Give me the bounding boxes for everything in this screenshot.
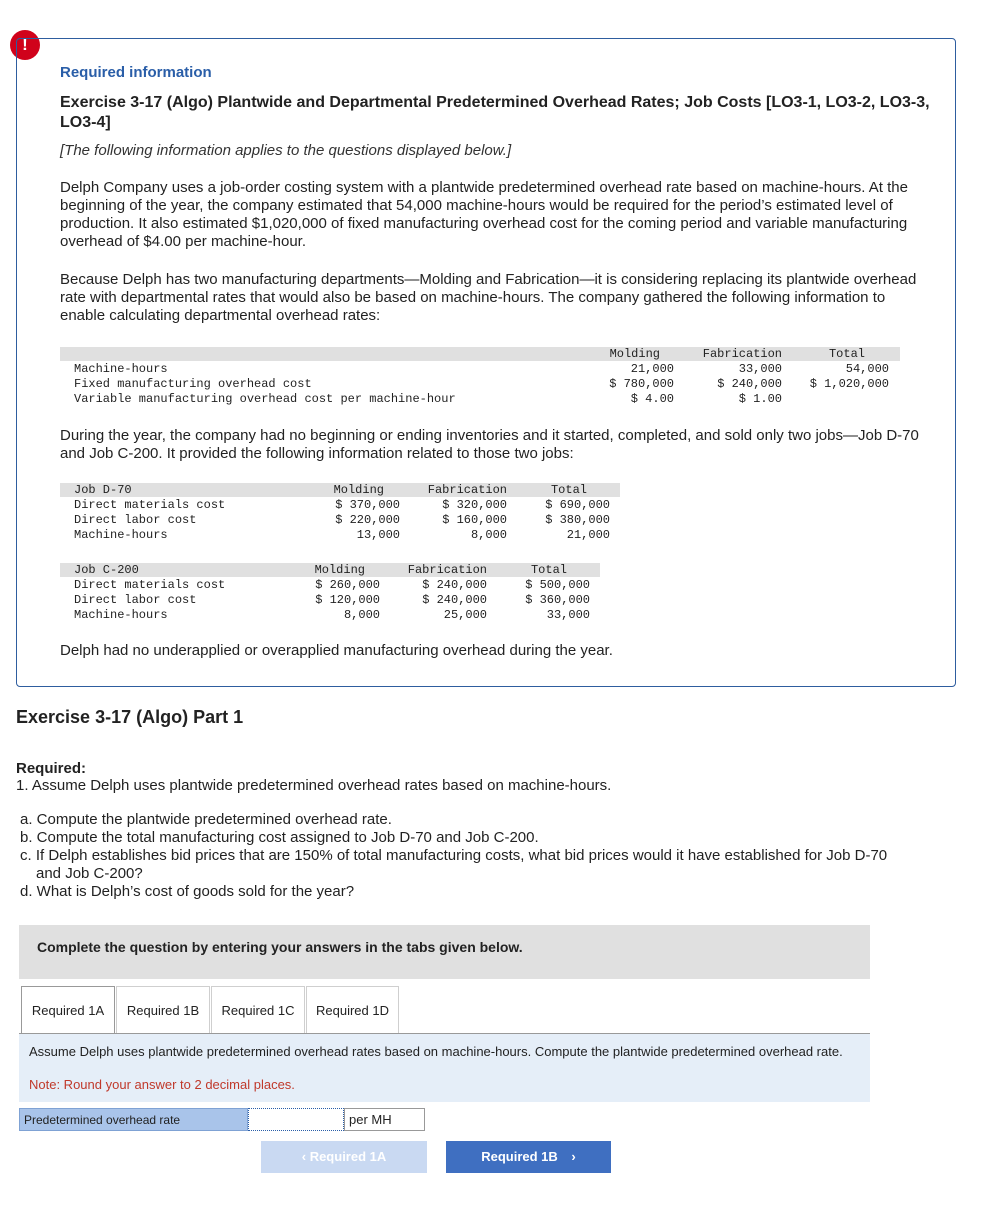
table-cell: $ 240,000 bbox=[717, 377, 782, 391]
tab-required-1c[interactable]: Required 1C bbox=[211, 986, 305, 1034]
required-heading: Required: bbox=[16, 760, 87, 777]
row-label: Direct materials cost bbox=[74, 578, 226, 592]
requirement-1: 1. Assume Delph uses plantwide predetermined overhead rates based on machine-hours. bbox=[16, 777, 612, 794]
table-cell: $ 370,000 bbox=[335, 498, 400, 512]
table-title: Job D-70 bbox=[74, 483, 132, 497]
table-cell: $ 260,000 bbox=[315, 578, 380, 592]
table-cell: 13,000 bbox=[356, 528, 400, 542]
alert-icon: ! bbox=[10, 30, 40, 60]
table-cell: $ 320,000 bbox=[442, 498, 507, 512]
column-header: Fabrication bbox=[407, 563, 487, 577]
column-header: Fabrication bbox=[702, 347, 782, 361]
part-title: Exercise 3-17 (Algo) Part 1 bbox=[16, 707, 244, 727]
required-information-heading: Required information bbox=[60, 64, 212, 81]
row-label: Direct labor cost bbox=[74, 593, 197, 607]
paragraph-overhead-note: Delph had no underapplied or overapplied manufacturing overhead during the year. bbox=[60, 642, 613, 659]
table-cell: 54,000 bbox=[845, 362, 889, 376]
applies-note: [The following information applies to the questions displayed below.] bbox=[60, 142, 512, 159]
column-header: Total bbox=[530, 563, 567, 577]
table-cell: $ 1,020,000 bbox=[809, 377, 889, 391]
table-cell: $ 240,000 bbox=[422, 593, 487, 607]
instruction-text: Assume Delph uses plantwide predetermined overhead rates based on machine-hours. Compute the plantwide predetermined overhead rate. bbox=[29, 1044, 843, 1059]
table-cell: $ 240,000 bbox=[422, 578, 487, 592]
paragraph-departments: Because Delph has two manufacturing departments—Molding and Fabrication—it is considering replacing its plantwide overhead rate with departmental rates that would also be based on machine-hours. The company gathered the following information to enable calculating departmental overhead rates: bbox=[60, 271, 917, 324]
requirement-item-c: c. If Delph establishes bid prices that are 150% of total manufacturing costs, what bid prices would it have established for Job D-70 bbox=[20, 847, 888, 864]
paragraph-intro: Delph Company uses a job-order costing system with a plantwide predetermined overhead rate based on machine-hours. At the beginning of the year, the company estimated that 54,000 machine-hours would be required for the period’s estimated level of production. It also estimated $1,020,000 of fixed manufacturing overhead cost for the coming period and variable manufacturing overhead of $4.00 per machine-hour. bbox=[60, 179, 908, 250]
answer-label: Predetermined overhead rate bbox=[19, 1108, 248, 1131]
chevron-right-icon: › bbox=[571, 1149, 576, 1164]
table-cell: $ 690,000 bbox=[545, 498, 610, 512]
row-label: Direct materials cost bbox=[74, 498, 226, 512]
table-cell: $ 380,000 bbox=[545, 513, 610, 527]
column-header: Fabrication bbox=[427, 483, 507, 497]
table-cell: $ 500,000 bbox=[525, 578, 590, 592]
row-label: Machine-hours bbox=[74, 528, 168, 542]
table-cell: 33,000 bbox=[546, 608, 590, 622]
instruction-box bbox=[19, 1034, 870, 1102]
table-cell: 21,000 bbox=[566, 528, 610, 542]
table-cell: $ 120,000 bbox=[315, 593, 380, 607]
column-header: Molding bbox=[609, 347, 660, 361]
table-title: Job C-200 bbox=[74, 563, 139, 577]
row-label: Fixed manufacturing overhead cost bbox=[74, 377, 312, 391]
tab-required-1d[interactable]: Required 1D bbox=[306, 986, 399, 1034]
table-cell: 8,000 bbox=[470, 528, 507, 542]
table-cell: 21,000 bbox=[630, 362, 674, 376]
table-cell: 25,000 bbox=[443, 608, 487, 622]
table-cell: 33,000 bbox=[738, 362, 782, 376]
row-label: Machine-hours bbox=[74, 362, 168, 376]
table-cell: $ 780,000 bbox=[609, 377, 674, 391]
complete-prompt-box bbox=[19, 925, 870, 979]
instruction-note: Note: Round your answer to 2 decimal places. bbox=[29, 1077, 295, 1092]
table-cell: $ 4.00 bbox=[630, 392, 674, 406]
column-header: Molding bbox=[314, 563, 365, 577]
table-cell: $ 360,000 bbox=[525, 593, 590, 607]
overhead-rate-input[interactable] bbox=[248, 1108, 344, 1131]
complete-prompt: Complete the question by entering your answers in the tabs given below. bbox=[37, 939, 523, 955]
row-label: Direct labor cost bbox=[74, 513, 197, 527]
previous-button-label: Required 1A bbox=[309, 1149, 387, 1164]
previous-button[interactable] bbox=[261, 1141, 427, 1173]
next-button-label: Required 1B bbox=[481, 1149, 558, 1164]
table-cell: $ 1.00 bbox=[738, 392, 782, 406]
exercise-title: Exercise 3-17 (Algo) Plantwide and Departmental Predetermined Overhead Rates; Job Costs [LO3-1, LO3-2, LO3-3, LO3-4] bbox=[60, 94, 930, 131]
next-button[interactable] bbox=[446, 1141, 611, 1173]
table-cell: 8,000 bbox=[343, 608, 380, 622]
paragraph-jobs: During the year, the company had no beginning or ending inventories and it started, completed, and sold only two jobs—Job D-70 and Job C-200. It provided the following information related to those two jobs: bbox=[60, 427, 919, 462]
row-label: Machine-hours bbox=[74, 608, 168, 622]
row-label: Variable manufacturing overhead cost per machine-hour bbox=[74, 392, 456, 406]
tab-required-1a[interactable]: Required 1A bbox=[21, 986, 115, 1035]
requirement-item-b: b. Compute the total manufacturing cost assigned to Job D-70 and Job C-200. bbox=[20, 829, 539, 846]
requirement-item-a: a. Compute the plantwide predetermined overhead rate. bbox=[20, 811, 392, 828]
column-header: Total bbox=[550, 483, 587, 497]
requirement-item-c-cont: and Job C-200? bbox=[36, 865, 143, 882]
column-header: Total bbox=[828, 347, 865, 361]
required-information-panel bbox=[16, 38, 956, 687]
chevron-left-icon: ‹ bbox=[301, 1149, 307, 1164]
column-header: Molding bbox=[333, 483, 384, 497]
requirement-item-d: d. What is Delph’s cost of goods sold for the year? bbox=[20, 883, 355, 900]
table-cell: $ 220,000 bbox=[335, 513, 400, 527]
table-cell: $ 160,000 bbox=[442, 513, 507, 527]
tab-required-1b[interactable]: Required 1B bbox=[116, 986, 210, 1034]
answer-unit: per MH bbox=[344, 1108, 425, 1131]
